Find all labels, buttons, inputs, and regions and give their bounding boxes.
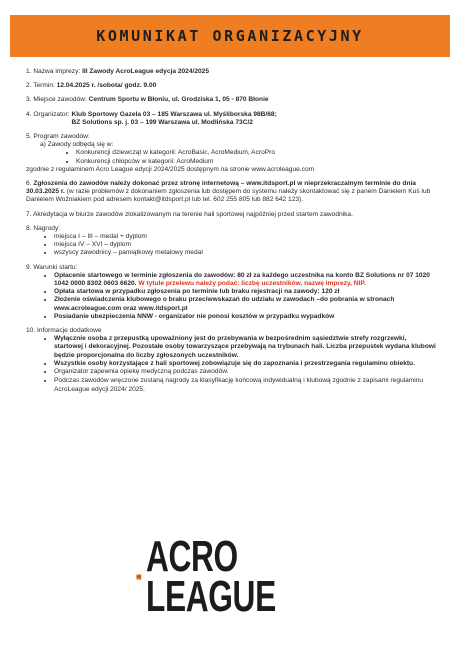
list-item: • miejsca I – III – medal + dyplom [54, 233, 436, 241]
conditions-list [26, 272, 436, 321]
list-item: • Wyłącznie osoba z przepustką upoważniony jest do przebywania w bezpośrednim sąsiedztwie strefy rozgrzewki, startowej i dekoracyjnej. Pozostałe osoby towarzyszące przebywają na trybunach hali. Liczba przepustek wydana klubowi będzie proporcjonalna do liczby zgłoszonych uczestników. [54, 335, 436, 360]
logo-wordmark [145, 532, 276, 621]
logo-line-league: LEAGUE [145, 572, 276, 621]
section-venue: 3. Miejsce zawodów: Centrum Sportu w Błoniu, ul. Grodziska 1, 05 - 870 Błonie [26, 96, 269, 104]
list-item: • Opłata startowa w przypadku zgłoszenia po terminie lub braku rejestracji na zawody: 120 zł [54, 288, 436, 296]
list-item: • Opłacenie startowego w terminie zgłoszenia do zawodów: 80 zł za każdego uczestnika na konto BZ Solutions nr 07 1020 1042 0000 8302 0603 6620. W tytule przelewu należy podać: liczbę uczestników, nazwę imprezy, NIP. [54, 272, 436, 288]
logo-line-acro: ACRO [145, 532, 238, 581]
list-item: • Organizator zapewnia opiekę medyczną podczas zawodów. [54, 368, 436, 376]
list-item: • Konkurencji chłopców w kategorii: AcroMedium [76, 158, 436, 166]
section-registration: 6. Zgłoszenia do zawodów należy dokonać przez stronę internetową – www.itdsport.pl w nieprzekraczalnym terminie do dnia 30.03.2025 r. (w razie problemów z dokonaniem zgłoszenia lub dostępem do systemu należy skontaktować się z panem Danielem Kuś lub Danielem Woźniakiem pod adresem kontakt@itdsport.pl lub tel. 602 255 805 lub 882 642 123). [26, 180, 431, 204]
program-list [26, 149, 436, 165]
list-item: • Konkurencji dziewcząt w kategorii: AcroBasic, AcroMedium, AcroPro [76, 149, 436, 157]
list-item: • Złożenie oświadczenia klubowego o braku przeciwwskazań do udziału w zawodach –do pobrania w stronach www.acroleague.com oraz www.itdsport.pl [54, 296, 436, 312]
acroleague-logo [136, 527, 326, 627]
section-accreditation: 7. Akredytacja w biurze zawodów zlokalizowanym na terenie hali sportowej najpóźniej przed startem zawodnika. [26, 210, 353, 218]
acrobat-swirl-icon [136, 527, 142, 627]
section-program: 5. Program zawodów: a) Zawody odbędą się w: • Konkurencji dziewcząt w kategorii: AcroBasic, AcroMedium, AcroPro • Konkurencji chłopców w kategorii: AcroMedium zgodnie z regulaminem Acro League edycji 2024/2025 dostępnym na stronie www.acroleague.com [26, 133, 436, 174]
awards-list [26, 233, 436, 258]
list-item: • Wszystkie osoby korzystające z hali sportowej zobowiązuje się do zapoznania i przestrzegania regulaminu obiektu. [54, 360, 436, 368]
list-item: • miejsca IV – XVI – dyplom [54, 241, 436, 249]
section-date: 2. Termin: 12.04.2025 r. /sobota/ godz. 9.00 [26, 82, 157, 90]
header-banner [10, 15, 450, 57]
list-item: • wszyscy zawodnicy – pamiątkowy metalowy medal [54, 249, 436, 257]
info-list [26, 335, 436, 393]
section-organizer: 4. Organizator: Klub Sportowy Gazela 03 – 185 Warszawa ul. Myśliborska 98B/68; BZ Solutions sp. j. 03 – 199 Warszawa ul. Modlińska 73C/2 [26, 110, 277, 126]
list-item: • Podczas zawodów wręczone zostaną nagrody za klasyfikację końcową indywidualną i klubową zgodnie z zapisami regulaminu AcroLeague edycji 2024/ 2025. [54, 377, 436, 393]
document-body [26, 68, 436, 400]
section-awards: 8. Nagrody: • miejsca I – III – medal + dyplom • miejsca IV – XVI – dyplom • wszyscy zawodnicy – pamiątkowy metalowy medal [26, 225, 436, 258]
section-event-name: 1. Nazwa imprezy: III Zawody AcroLeague edycja 2024/2025 [26, 68, 210, 75]
section-additional-info: 10. Informacje dodatkowe • Wyłącznie osoba z przepustką upoważniony jest do przebywania w bezpośrednim sąsiedztwie strefy rozgrzewki, startowej i dekoracyjnej. Pozostałe osoby towarzyszące przebywają na trybunach hali. Liczba przepustek wydana klubowi będzie proporcjonalna do liczby zgłoszonych uczestników. • Wszystkie osoby korzystające z hali sportowej zobowiązuje się do zapoznania i przestrzegania regulaminu obiektu. • Organizator zapewnia opiekę medyczną podczas zawodów. • Podczas zawodów wręczone zostaną nagrody za klasyfikację końcową indywidualną i klubową zgodnie z zapisami regulaminu AcroLeague edycji 2024/ 2025. [26, 327, 436, 394]
section-conditions: 9. Warunki startu: • Opłacenie startowego w terminie zgłoszenia do zawodów: 80 zł za każdego uczestnika na konto BZ Solutions nr 07 1020 1042 0000 8302 0603 6620. W tytule przelewu należy podać: liczbę uczestników, nazwę imprezy, NIP. • Opłata startowa w przypadku zgłoszenia po terminie lub braku rejestracji na zawody: 120 zł • Złożenie oświadczenia klubowego o braku przeciwwskazań do udziału w zawodach –do pobrania w stronach www.acroleague.com oraz www.itdsport.pl • Posiadanie ubezpieczenia NNW - organizator nie ponosi kosztów w przypadku wypadków [26, 264, 436, 321]
list-item: • Posiadanie ubezpieczenia NNW - organizator nie ponosi kosztów w przypadku wypadków [54, 313, 436, 321]
page-title: KOMUNIKAT ORGANIZACYJNY [96, 27, 364, 45]
